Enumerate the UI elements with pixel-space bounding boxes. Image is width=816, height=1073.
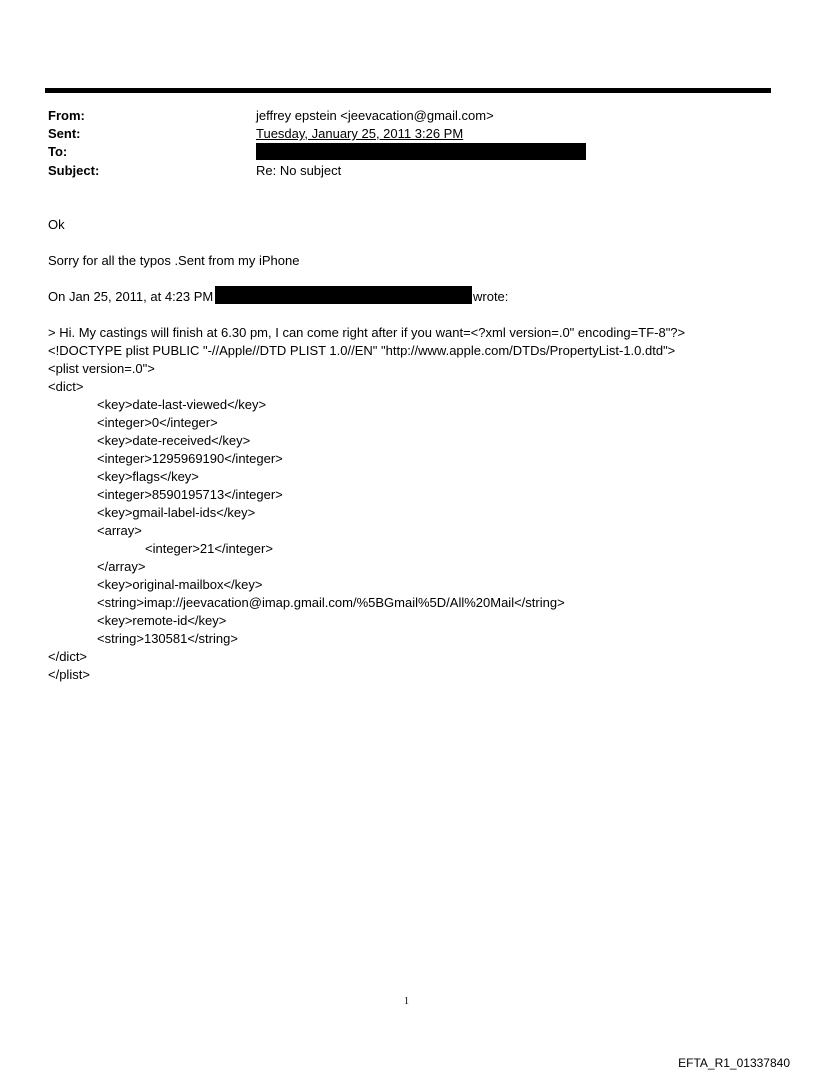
quote-intro: On Jan 25, 2011, at 4:23 PM (48, 289, 214, 304)
body-line: <key>gmail-label-ids</key> (97, 505, 256, 520)
sent-value: Tuesday, January 25, 2011 3:26 PM (256, 126, 464, 141)
body-line: <integer>21</integer> (145, 541, 273, 556)
body-line: <key>remote-id</key> (97, 613, 227, 628)
sent-label: Sent: (48, 126, 81, 141)
body-line: <key>flags</key> (97, 469, 199, 484)
body-line: </plist> (48, 667, 90, 682)
body-line: > Hi. My castings will finish at 6.30 pm, I can come right after if you want=<?xml version=.0" encoding=TF-8"?> (48, 325, 686, 340)
body-line: <string>130581</string> (97, 631, 238, 646)
from-value: jeffrey epstein <jeevacation@gmail.com> (256, 108, 494, 123)
to-redaction (256, 143, 586, 160)
subject-value: Re: No subject (256, 163, 342, 178)
body-line: <integer>1295969190</integer> (97, 451, 283, 466)
body-line: <string>imap://jeevacation@imap.gmail.com/%5BGmail%5D/All%20Mail</string> (97, 595, 565, 610)
page-number: 1 (404, 996, 409, 1007)
body-line: </dict> (48, 649, 88, 664)
header-rule (45, 88, 771, 93)
sender-redaction (215, 286, 472, 304)
body-line: <integer>0</integer> (97, 415, 218, 430)
from-label: From: (48, 108, 85, 123)
body-ok: Ok (48, 217, 65, 232)
body-line: <!DOCTYPE plist PUBLIC "-//Apple//DTD PLIST 1.0//EN" "http://www.apple.com/DTDs/PropertyList-1.0.dtd"> (48, 343, 676, 358)
body-line: <array> (97, 523, 142, 538)
body-line: <dict> (48, 379, 84, 394)
bates-number: EFTA_R1_01337840 (678, 1056, 790, 1070)
body-line: <key>date-last-viewed</key> (97, 397, 267, 412)
quote-wrote: wrote: (473, 289, 509, 304)
body-sorry: Sorry for all the typos .Sent from my iPhone (48, 253, 300, 268)
body-line: <key>original-mailbox</key> (97, 577, 263, 592)
body-line: <plist version=.0"> (48, 361, 155, 376)
body-line: <integer>8590195713</integer> (97, 487, 283, 502)
body-line: <key>date-received</key> (97, 433, 251, 448)
body-line: </array> (97, 559, 146, 574)
subject-label: Subject: (48, 163, 100, 178)
to-label: To: (48, 144, 68, 159)
